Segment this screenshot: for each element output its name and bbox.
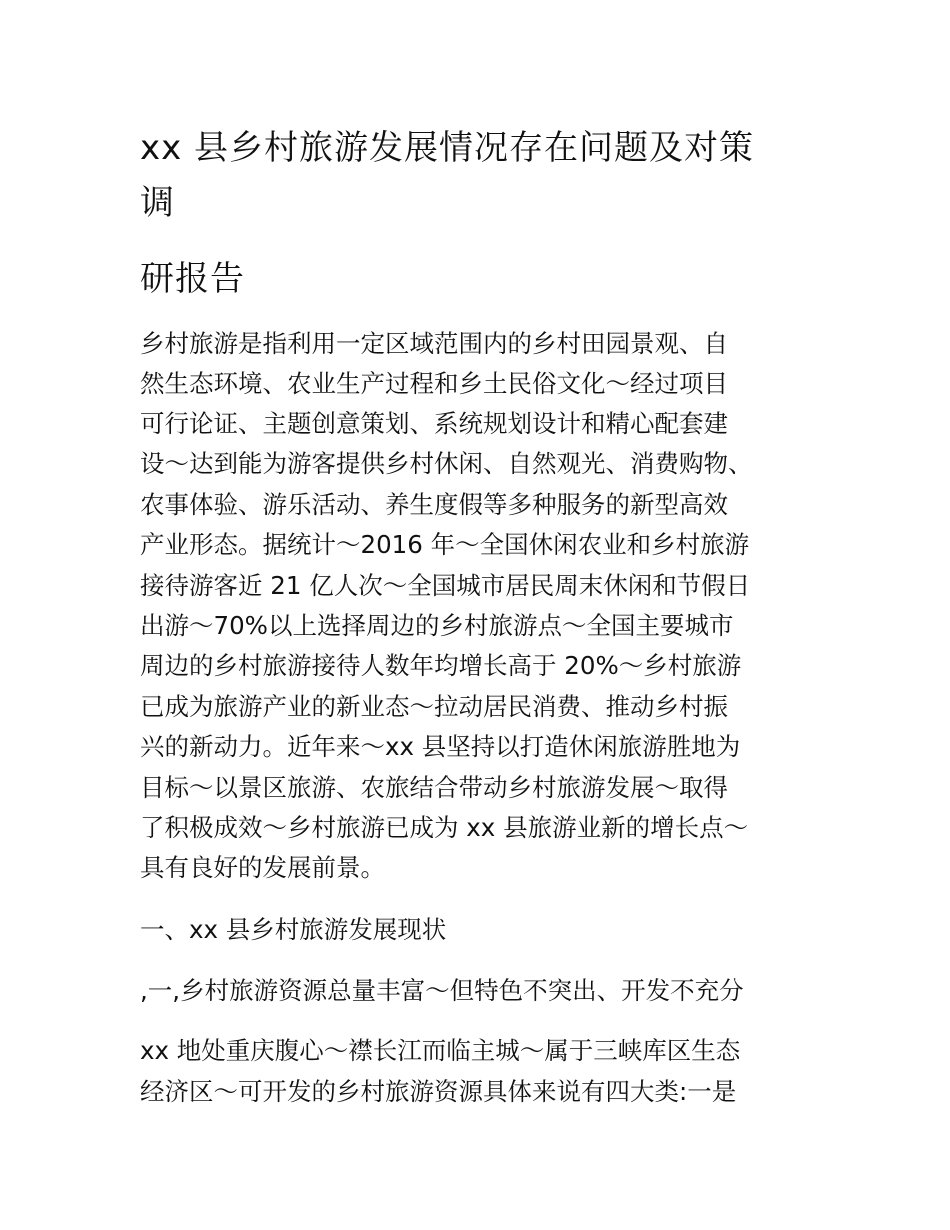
intro-paragraph-line: 具有良好的发展前景。 bbox=[140, 853, 385, 882]
intro-paragraph-line: 已成为旅游产业的新业态～拉动居民消费、推动乡村振 bbox=[140, 692, 728, 721]
intro-paragraph-line: 乡村旅游是指利用一定区域范围内的乡村田园景观、自 bbox=[140, 329, 728, 358]
intro-paragraph-line: 然生态环境、农业生产过程和乡土民俗文化～经过项目 bbox=[140, 369, 728, 398]
intro-paragraph-line: 可行论证、主题创意策划、系统规划设计和精心配套建 bbox=[140, 409, 728, 438]
document-title-line-2: 调 bbox=[140, 183, 175, 223]
intro-paragraph-line: 产业形态。据统计～2016 年～全国休闲农业和乡村旅游 bbox=[140, 530, 750, 559]
body-paragraph-line: 经济区～可开发的乡村旅游资源具体来说有四大类:一是 bbox=[140, 1077, 737, 1106]
subsection-heading: ,一,乡村旅游资源总量丰富～但特色不突出、开发不充分 bbox=[140, 976, 744, 1005]
intro-paragraph-line: 农事体验、游乐活动、养生度假等多种服务的新型高效 bbox=[140, 490, 728, 519]
intro-paragraph-line: 接待游客近 21 亿人次～全国城市居民周末休闲和节假日 bbox=[140, 571, 751, 600]
body-paragraph-line: xx 地处重庆腹心～襟长江而临主城～属于三峡库区生态 bbox=[140, 1036, 741, 1065]
intro-paragraph-line: 出游～70%以上选择周边的乡村旅游点～全国主要城市 bbox=[140, 611, 734, 640]
intro-paragraph-line: 了积极成效～乡村旅游已成为 xx 县旅游业新的增长点～ bbox=[140, 813, 749, 842]
section-heading: 一、xx 县乡村旅游发展现状 bbox=[140, 915, 447, 944]
document-title-line-1: xx 县乡村旅游发展情况存在问题及对策 bbox=[140, 128, 755, 168]
intro-paragraph-line: 周边的乡村旅游接待人数年均增长高于 20%～乡村旅游 bbox=[140, 651, 742, 680]
document-title-line-3: 研报告 bbox=[140, 259, 245, 299]
intro-paragraph-line: 设～达到能为游客提供乡村休闲、自然观光、消费购物、 bbox=[140, 449, 753, 478]
intro-paragraph-line: 兴的新动力。近年来～xx 县坚持以打造休闲旅游胜地为 bbox=[140, 732, 741, 761]
intro-paragraph-line: 目标～以景区旅游、农旅结合带动乡村旅游发展～取得 bbox=[140, 773, 728, 802]
